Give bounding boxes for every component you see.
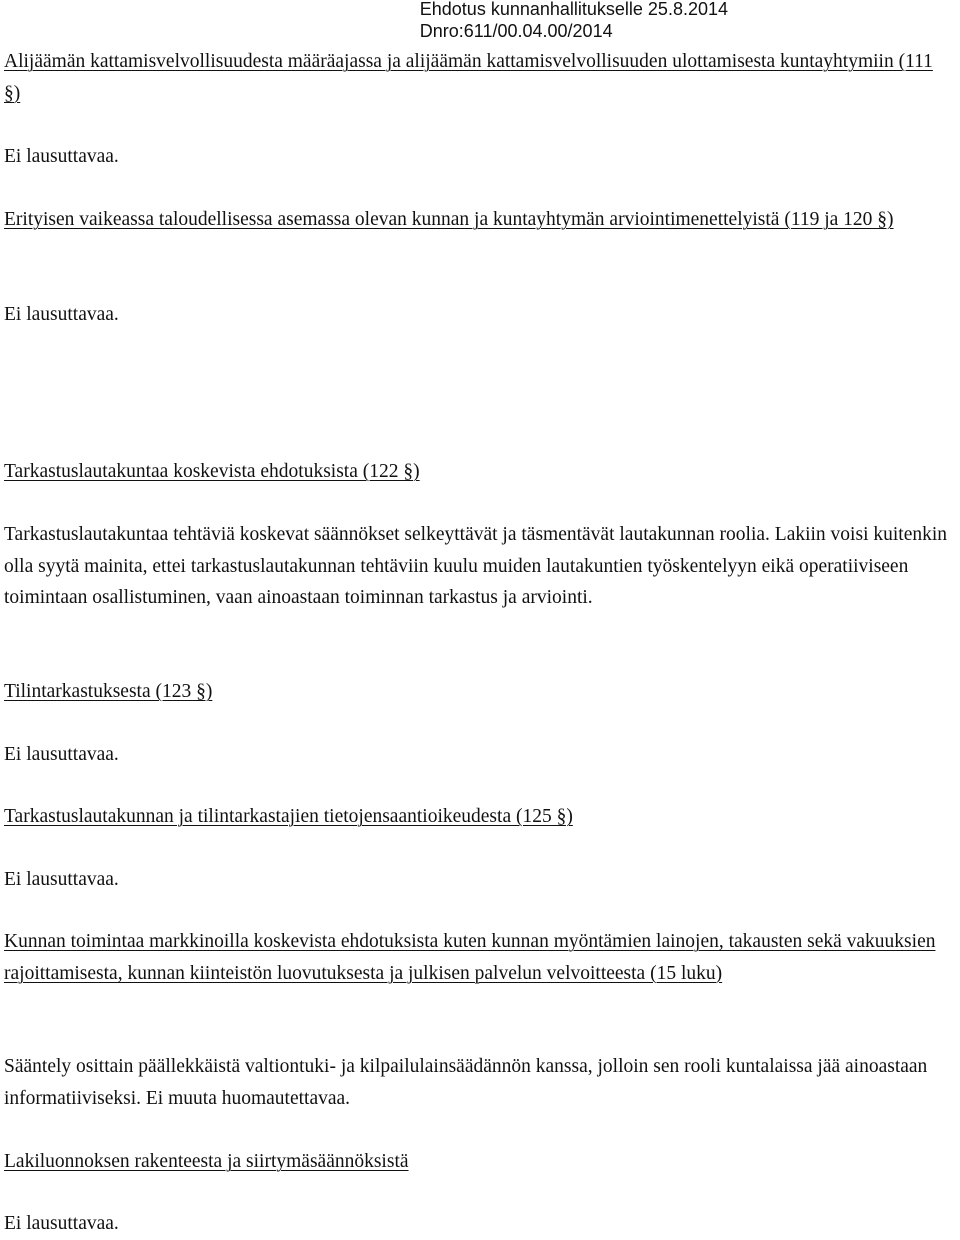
section-heading-125: Tarkastuslautakunnan ja tilintarkastajien tietojensaantioikeudesta (125 §): [4, 806, 573, 827]
document-header: [420, 0, 728, 42]
section-body-chapter-15: Sääntely osittain päällekkäistä valtiontuki- ja kilpailulainsäädännön kanssa, jolloin sen rooli kuntalaissa jää ainoastaan informatiiviseksi. Ei muuta huomautettavaa.: [4, 1056, 928, 1109]
section-body-122: Tarkastuslautakuntaa tehtäviä koskevat säännökset selkeyttävät ja täsmentävät lautakunnan roolia. Lakiin voisi kuitenkin olla syytä mainita, ettei tarkastuslautakunnan tehtäviin kuulu muiden lautakuntien työskentelyyn eikä operatiiviseen toimintaan osallistuminen, vaan ainoastaan toiminnan tarkastus ja arviointi.: [4, 524, 948, 608]
section-heading-119-120: Erityisen vaikeassa taloudellisessa asemassa olevan kunnan ja kuntayhtymän arviointimenettelyistä (119 ja 120 §): [4, 209, 894, 230]
section-body-111: Ei lausuttavaa.: [4, 146, 119, 167]
section-heading-structure: Lakiluonnoksen rakenteesta ja siirtymäsäännöksistä: [4, 1151, 409, 1172]
section-body-123: Ei lausuttavaa.: [4, 744, 119, 765]
section-heading-111: Alijäämän kattamisvelvollisuudesta määräajassa ja alijäämän kattamisvelvollisuuden ulottamisesta kuntayhtymiin (111 §): [4, 51, 933, 104]
section-heading-123: Tilintarkastuksesta (123 §): [4, 681, 213, 702]
section-body-119-120: Ei lausuttavaa.: [4, 304, 119, 325]
section-heading-chapter-15: Kunnan toimintaa markkinoilla koskevista ehdotuksista kuten kunnan myöntämien lainojen, takausten sekä vakuuksien rajoittamisesta, kunnan kiinteistön luovutuksesta ja julkisen palvelun velvoitteesta (15 luku): [4, 931, 936, 984]
section-body-structure: Ei lausuttavaa.: [4, 1213, 119, 1234]
section-heading-122: Tarkastuslautakuntaa koskevista ehdotuksista (122 §): [4, 461, 420, 482]
proposal-date-line: Ehdotus kunnanhallitukselle 25.8.2014: [419, 0, 728, 19]
record-number-line: Dnro:611/00.04.00/2014: [419, 21, 613, 41]
section-body-125: Ei lausuttavaa.: [4, 869, 119, 890]
